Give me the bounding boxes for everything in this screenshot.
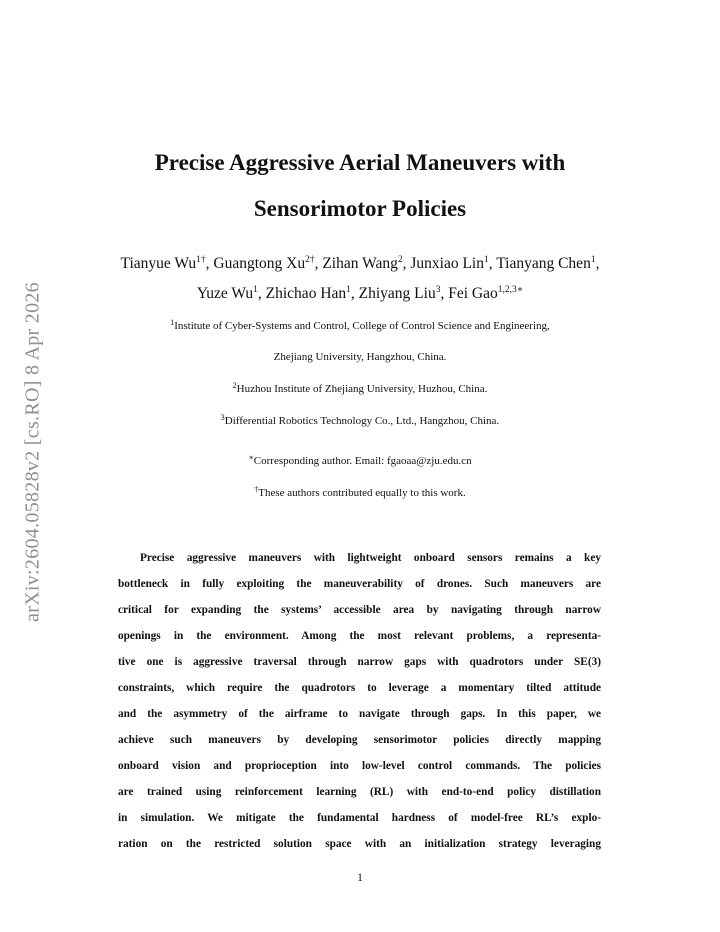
abstract-line: and the asymmetry of the airframe to navigate through gaps. In this paper, we: [118, 708, 601, 720]
abstract-line: bottleneck in fully exploiting the maneuverability of drones. Such maneuvers are: [118, 578, 601, 590]
abstract-line: onboard vision and proprioception into low-level control commands. The policies: [118, 760, 601, 772]
author-name: Zhichao Han: [265, 285, 347, 302]
author-name: Zihan Wang: [322, 255, 398, 272]
author-name: Tianyang Chen: [496, 255, 591, 272]
page-number: 1: [357, 872, 363, 884]
abstract-line: ration on the restricted solution space with an initialization strategy leveraging: [118, 838, 601, 850]
author-affil-sup: 1: [590, 255, 596, 265]
author-list-line-2: Yuze Wu$^1$, Zhichao Han$^1$, Zhiyang Liu$^3$, Fei Gao$^{1,2,3∗}$: [196, 285, 524, 302]
author-affil-sup: 2†: [305, 255, 315, 265]
author-affil-sup: 1: [253, 285, 258, 295]
author-affil-sup: 2: [397, 255, 403, 265]
abstract-line: achieve such maneuvers by developing sensorimotor policies directly mapping: [118, 734, 601, 746]
equal-contribution-note: †These authors contributed equally to this work.: [254, 485, 466, 499]
author-name: Junxiao Lin: [410, 255, 484, 272]
abstract-line: tive one is aggressive traversal through narrow gaps with quadrotors under SE(3): [118, 656, 601, 668]
abstract-line: are trained using reinforcement learning (RL) with end-to-end policy distillation: [118, 786, 601, 798]
author-name: Yuze Wu: [196, 285, 254, 302]
affiliation-3: $^3$Differential Robotics Technology Co., Ltd., Hangzhou, China.: [220, 413, 500, 427]
abstract-line: Precise aggressive maneuvers with lightweight onboard sensors remains a key: [140, 552, 601, 564]
affiliation-1-continued: Zhejiang University, Hangzhou, China.: [273, 351, 447, 363]
arxiv-stamp: arXiv:2604.05828v2 [cs.RO] 8 Apr 2026: [21, 282, 44, 622]
paper-title-line-1: Precise Aggressive Aerial Maneuvers with: [154, 150, 566, 175]
affiliation-2: $^2$Huzhou Institute of Zhejiang University, Huzhou, China.: [232, 381, 488, 395]
abstract-line: in simulation. We mitigate the fundamental hardness of model-free RL’s explo-: [118, 812, 601, 824]
author-affil-sup: 1: [484, 255, 489, 265]
abstract-line: critical for expanding the systems’ accessible area by navigating through narrow: [118, 604, 601, 616]
author-affil-sup: 1: [346, 285, 351, 295]
abstract-line: constraints, which require the quadrotors to leverage a momentary tilted attitude: [118, 682, 601, 694]
paper-title-line-2: Sensorimotor Policies: [253, 196, 467, 221]
author-affil-sup: 1†: [196, 255, 206, 265]
author-name: Tianyue Wu: [120, 255, 197, 272]
affiliation-1: $^1$Institute of Cyber-Systems and Control, College of Control Science and Engineering,: [170, 318, 550, 332]
abstract: [118, 545, 601, 857]
author-name: Fei Gao: [448, 285, 498, 302]
author-name: Zhiyang Liu: [358, 285, 436, 302]
author-name: Guangtong Xu: [213, 255, 306, 272]
corresponding-author-note: ∗Corresponding author. Email: fgaoaa@zju.edu.cn: [248, 453, 472, 467]
author-affil-sup: 3: [435, 285, 441, 295]
author-affil-sup: 1,2,3∗: [497, 285, 524, 295]
abstract-line: openings in the environment. Among the most relevant problems, a representa-: [118, 630, 601, 642]
author-list-line-1: Tianyue $Wu^{1\dagger}$, Guangtong $Xu^{2\dagger}$, Zihan Wang$^2$, Junxiao Lin$^1$, Tianyang Chen$^1$,: [120, 255, 600, 272]
